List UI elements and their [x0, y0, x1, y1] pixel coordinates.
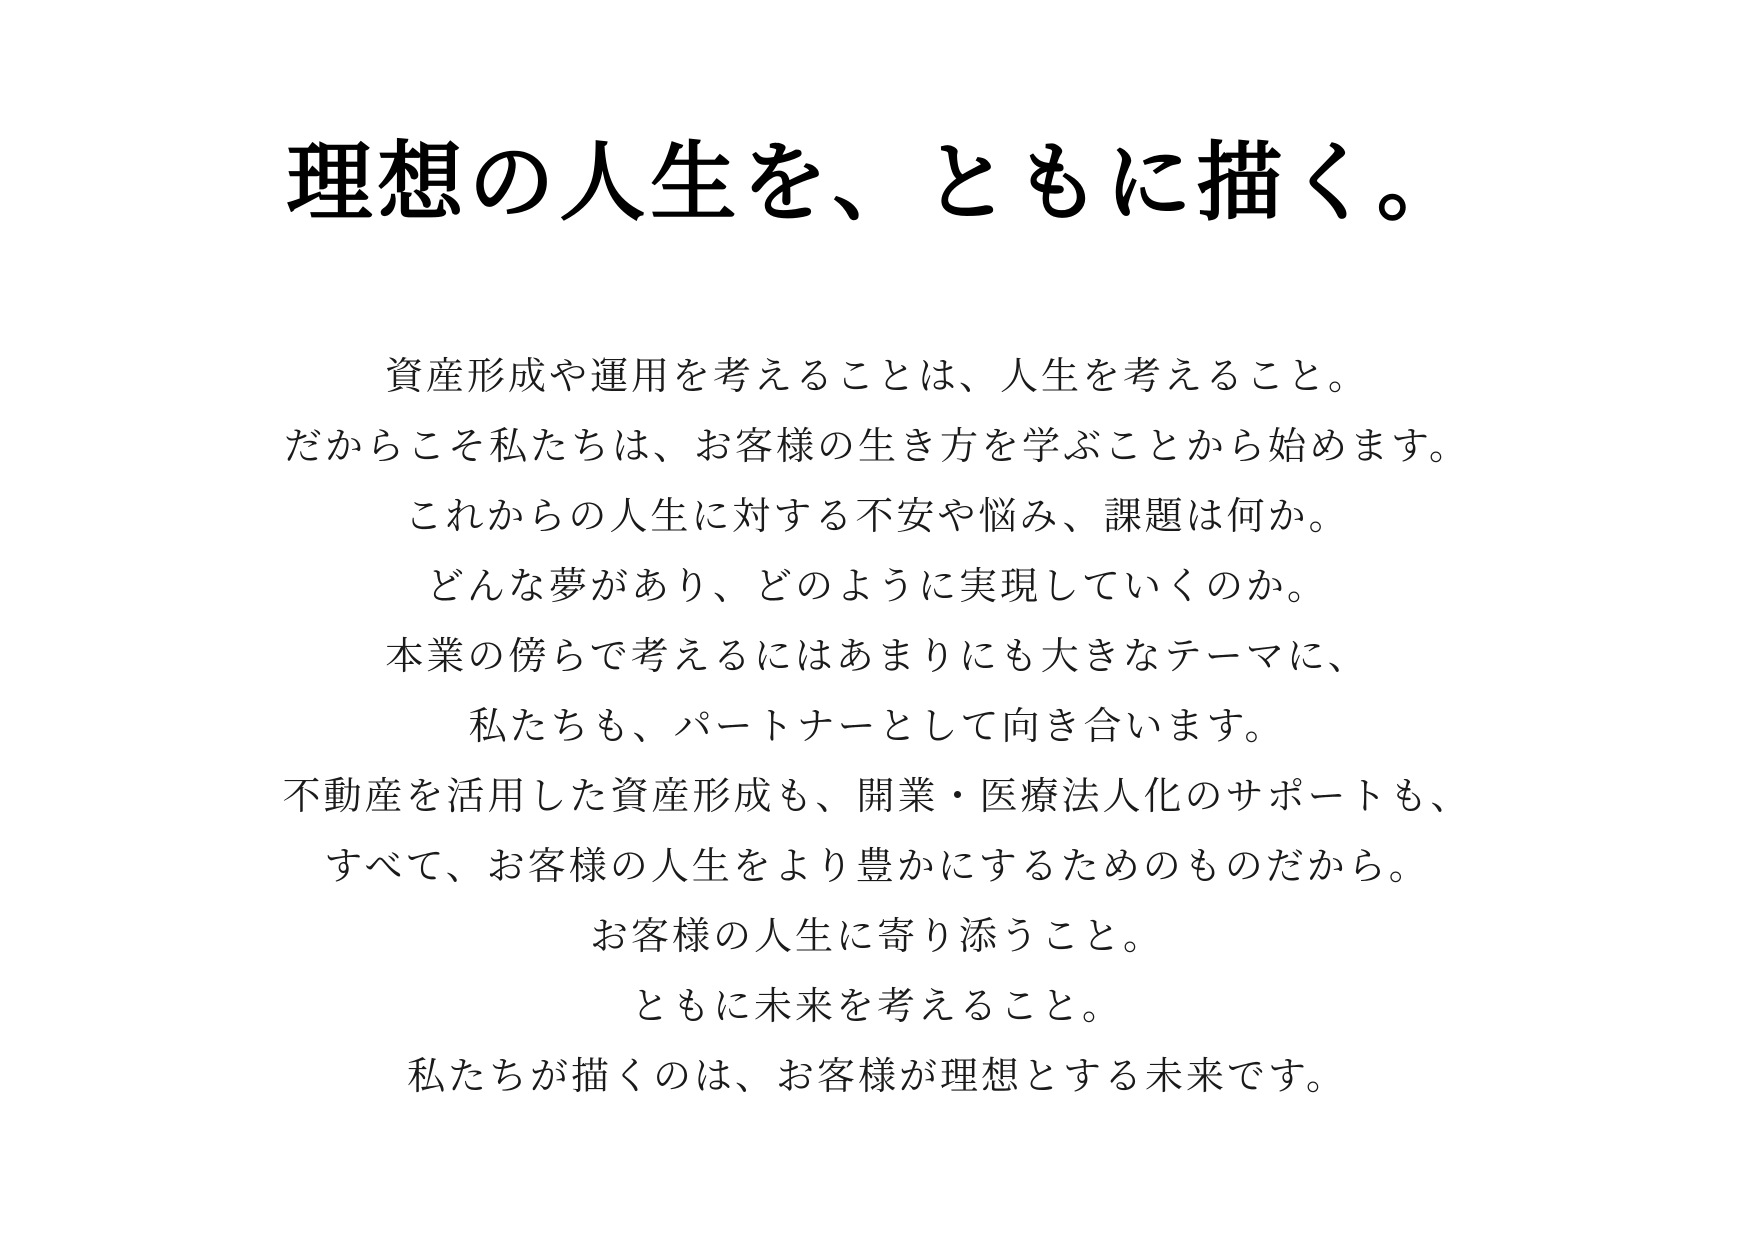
paragraph-line: ともに未来を考えること。	[630, 986, 1123, 1028]
paragraph-line: お客様の人生に寄り添うこと。	[589, 916, 1164, 958]
paragraph-line: すべて、お客様の人生をより豊かにするためのものだから。	[324, 846, 1430, 888]
paragraph-line: どんな夢があり、どのように実現していくのか。	[425, 566, 1328, 608]
paragraph-line: 私たちが描くのは、お客様が理想とする未来です。	[407, 1056, 1347, 1098]
paragraph-line: これからの人生に対する不安や悩み、課題は何か。	[404, 496, 1350, 538]
philosophy-paragraph	[0, 342, 1754, 1112]
paragraph-line: 私たちも、パートナーとして向き合います。	[468, 706, 1286, 748]
paragraph-line: 本業の傍らで考えるにはあまりにも大きなテーマに、	[385, 636, 1369, 678]
paragraph-line: 不動産を活用した資産形成も、開業・医療法人化のサポートも、	[282, 776, 1472, 818]
paragraph-line: 資産形成や運用を考えることは、人生を考えること。	[384, 356, 1369, 398]
paragraph-line: だからこそ私たちは、お客様の生き方を学ぶことから始めます。	[284, 426, 1470, 468]
page-heading: 理想の人生を、ともに描く。	[286, 135, 1468, 231]
